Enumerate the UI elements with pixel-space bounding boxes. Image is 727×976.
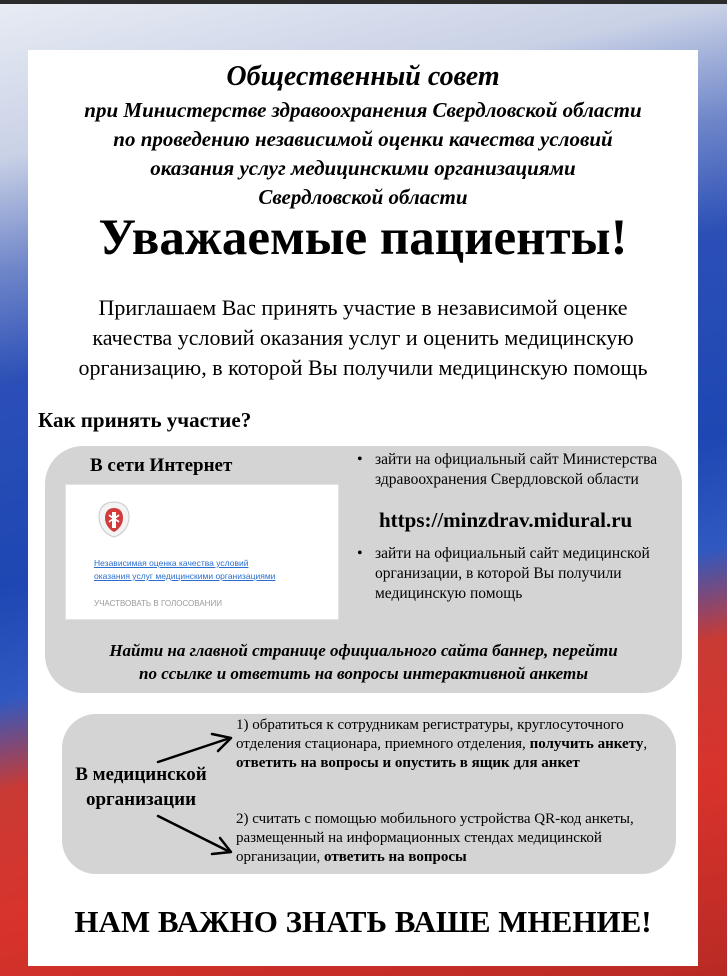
- online-panel-title: В сети Интернет: [90, 455, 233, 476]
- bullet-organization-site: • зайти на официальный сайт медицинской организации, в которой Вы получили медицинскую помощь: [357, 544, 675, 604]
- council-subtitle: [28, 96, 698, 212]
- council-title: Общественный совет: [226, 61, 500, 92]
- in-person-panel-title: [66, 762, 216, 812]
- bullet-ministry-site: • зайти на официальный сайт Министерства здравоохранения Свердловской области: [357, 450, 675, 490]
- invitation-line: организацию, в которой Вы получили медицинскую помощь: [78, 355, 648, 380]
- step-registry: [236, 716, 656, 773]
- ministry-emblem-icon: [94, 499, 134, 539]
- invitation-line: качества условий оказания услуг и оценить медицинскую: [92, 325, 634, 350]
- subtitle-line: при Министерстве здравоохранения Свердловской области: [84, 98, 642, 122]
- banner-link-line: Независимая оценка качества условий: [94, 558, 249, 568]
- arrow-down-right-icon: [156, 812, 236, 858]
- subtitle-line: оказания услуг медицинскими организациями: [150, 156, 576, 180]
- arrow-up-right-icon: [156, 732, 236, 766]
- step-text: 2) считать с помощью мобильного устройства QR-код анкеты, размещенный на информационных стендах медицинской организации,: [236, 811, 634, 865]
- banner-link[interactable]: [94, 557, 326, 583]
- online-participation-panel: [45, 446, 682, 693]
- step-emphasis: ответить на вопросы: [324, 849, 467, 865]
- how-to-heading: Как принять участие?: [38, 408, 252, 432]
- ministry-url[interactable]: https://minzdrav.midural.ru: [379, 508, 633, 532]
- vote-label: УЧАСТВОВАТЬ В ГОЛОСОВАНИИ: [94, 599, 222, 608]
- banner-link-line: оказания услуг медицинскими организациями: [94, 571, 276, 581]
- greeting-heading: Уважаемые пациенты!: [98, 210, 628, 266]
- panel-title-line: организации: [85, 789, 197, 810]
- online-instructions: [357, 450, 675, 604]
- subtitle-line: Свердловской области: [258, 185, 468, 209]
- closing-slogan: НАМ ВАЖНО ЗНАТЬ ВАШЕ МНЕНИЕ!: [74, 904, 652, 939]
- poster-sheet: [28, 50, 698, 966]
- invitation-line: Приглашаем Вас принять участие в независимой оценке: [98, 295, 628, 320]
- step-emphasis: ответить на вопросы и опустить в ящик для анкет: [236, 755, 580, 771]
- invitation-text: [36, 293, 690, 383]
- footer-line: Найти на главной странице официального сайта баннер, перейти: [109, 641, 618, 660]
- panel-title-line: В медицинской: [75, 764, 207, 785]
- footer-line: по ссылке и ответить на вопросы интерактивной анкеты: [138, 664, 588, 683]
- step-qr-code: [236, 810, 656, 867]
- step-text: ,: [643, 736, 648, 752]
- step-text: 1) обратиться к сотрудникам регистратуры, круглосуточного отделения стационара, приемного отделения,: [236, 717, 624, 752]
- website-banner-screenshot: [65, 484, 339, 620]
- top-border: [0, 0, 727, 4]
- in-person-participation-panel: [62, 714, 676, 874]
- online-panel-footer: [65, 639, 662, 685]
- subtitle-line: по проведению независимой оценки качества условий: [113, 127, 613, 151]
- step-emphasis: получить анкету: [529, 736, 644, 752]
